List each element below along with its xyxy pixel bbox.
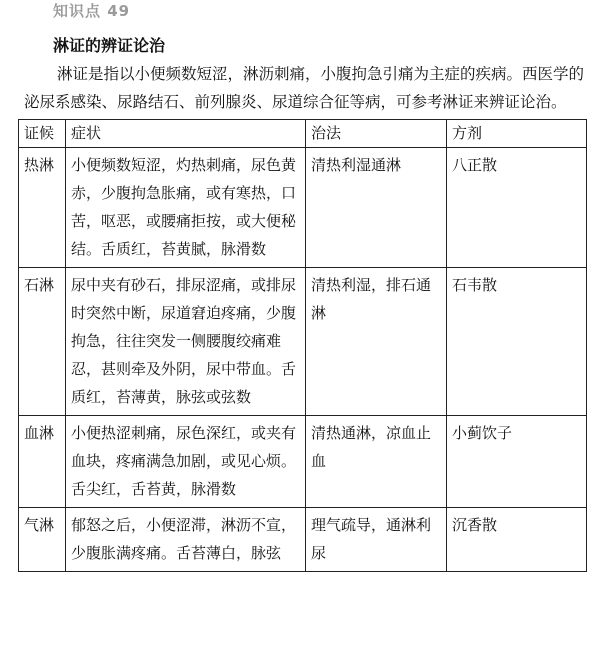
table-header-row bbox=[19, 120, 587, 148]
cell-treatment: 清热通淋，凉血止血 bbox=[306, 416, 447, 508]
cell-treatment: 清热利湿，排石通淋 bbox=[306, 268, 447, 416]
syndrome-table bbox=[18, 119, 587, 572]
header-symptoms: 症状 bbox=[66, 120, 306, 148]
cell-symptoms: 尿中夹有砂石，排尿涩痛，或排尿时突然中断，尿道窘迫疼痛，少腹拘急，往往突发一侧腰腹绞痛难忍，甚则牵及外阴，尿中带血。舌质红，苔薄黄，脉弦或弦数 bbox=[66, 268, 306, 416]
cell-formula: 石韦散 bbox=[447, 268, 587, 416]
header-treatment: 治法 bbox=[306, 120, 447, 148]
table-row bbox=[19, 148, 587, 268]
cell-symptoms: 小便频数短涩，灼热刺痛，尿色黄赤，少腹拘急胀痛，或有寒热，口苦，呕恶，或腰痛拒按，或大便秘结。舌质红，苔黄腻，脉滑数 bbox=[66, 148, 306, 268]
cell-syndrome: 石淋 bbox=[19, 268, 66, 416]
cell-symptoms: 郁怒之后，小便涩滞，淋沥不宣，少腹胀满疼痛。舌苔薄白，脉弦 bbox=[66, 508, 306, 572]
cell-symptoms: 小便热涩刺痛，尿色深红，或夹有血块，疼痛满急加剧，或见心烦。舌尖红，舌苔黄，脉滑数 bbox=[66, 416, 306, 508]
table-row bbox=[19, 268, 587, 416]
cell-treatment: 清热利湿通淋 bbox=[306, 148, 447, 268]
intro-paragraph: 淋证是指以小便频数短涩，淋沥刺痛，小腹拘急引痛为主症的疾病。西医学的泌尿系感染、尿路结石、前列腺炎、尿道综合征等病，可参考淋证来辨证论治。 bbox=[24, 65, 585, 111]
cell-formula: 小蓟饮子 bbox=[447, 416, 587, 508]
section-title: 淋证的辨证论治 bbox=[53, 36, 166, 55]
cell-formula: 沉香散 bbox=[447, 508, 587, 572]
header-formula: 方剂 bbox=[447, 120, 587, 148]
cell-syndrome: 气淋 bbox=[19, 508, 66, 572]
cell-treatment: 理气疏导，通淋利尿 bbox=[306, 508, 447, 572]
table-row bbox=[19, 416, 587, 508]
knowledge-point-heading: 知识点 49 bbox=[53, 2, 131, 20]
table-row bbox=[19, 508, 587, 572]
header-syndrome: 证候 bbox=[19, 120, 66, 148]
cell-formula: 八正散 bbox=[447, 148, 587, 268]
cell-syndrome: 血淋 bbox=[19, 416, 66, 508]
cell-syndrome: 热淋 bbox=[19, 148, 66, 268]
